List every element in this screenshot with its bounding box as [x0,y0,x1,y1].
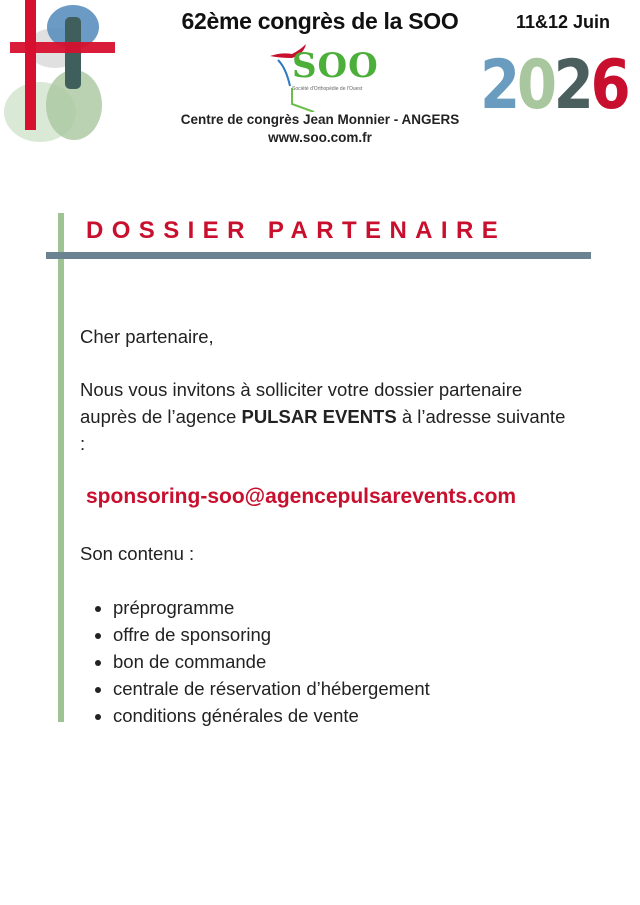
logo-subtitle: Société d'Orthopédie de l'Ouest [292,86,363,92]
list-item: • centrale de réservation d’hébergement [113,675,430,702]
section-heading: DOSSIER PARTENAIRE [86,217,507,244]
contents-list [80,594,430,729]
soo-logo [262,42,382,112]
year-digit: 2 [480,46,517,125]
greeting: Cher partenaire, [80,326,214,347]
intro-text-end: à l’adresse suivante : [80,406,566,454]
congress-title: 62ème congrès de la SOO [181,8,459,34]
contents-label: Son contenu : [80,543,195,564]
list-item: • bon de commande [113,648,430,675]
website-link[interactable]: www.soo.com.fr [268,130,372,145]
list-item: • offre de sponsoring [113,621,430,648]
sponsoring-email-link[interactable]: sponsoring-soo@agencepulsarevents.com [86,485,517,508]
congress-year [480,46,627,126]
year-digit: 2 [553,46,591,125]
year-digit: 0 [516,46,554,125]
list-item: • préprogramme [113,594,430,621]
agency-name: PULSAR EVENTS [241,406,397,427]
vertical-accent-bar [58,213,64,722]
horizontal-divider [46,252,591,259]
intro-paragraph [80,376,570,457]
watercolor-cross-art [0,0,130,150]
year-digit: 6 [590,46,628,125]
intro-text: Nous vous invitons à solliciter votre dossier partenaire auprès de l’agence [80,379,523,427]
logo-text: SOO [292,46,379,86]
congress-dates: 11&12 Juin [516,12,611,32]
venue-text: Centre de congrès Jean Monnier - ANGERS [180,112,460,127]
list-item: • conditions générales de vente [113,702,430,729]
